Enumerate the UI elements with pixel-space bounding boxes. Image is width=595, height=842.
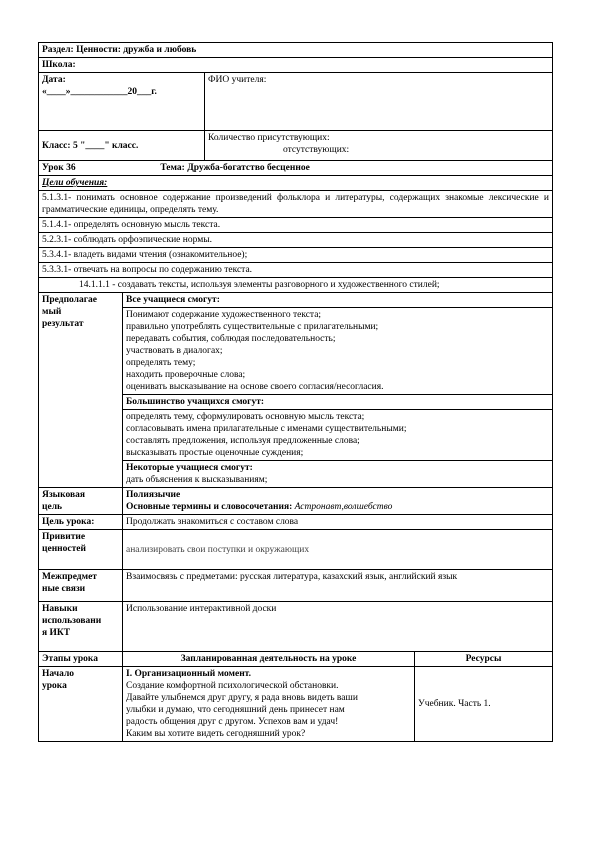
- class-row: [39, 131, 553, 161]
- lesson-start-row: [39, 667, 553, 742]
- values-label: [39, 530, 123, 570]
- most-students-title: Большинство учащихся смогут:: [123, 395, 552, 410]
- label-line: Языковая: [42, 490, 85, 500]
- label-line: ные связи: [42, 584, 86, 594]
- label-line: Навыки: [42, 604, 78, 614]
- lesson-start-activity: [123, 667, 415, 742]
- class-cell: [39, 131, 205, 161]
- lesson-number: Урок 36: [42, 163, 76, 173]
- some-students-block: [123, 461, 552, 488]
- lesson-topic: Тема: Дружба-богатство бесценное: [160, 163, 310, 173]
- activity-line: улыбки и думаю, что сегодняшний день принесет нам: [126, 705, 345, 715]
- lesson-topic-cell: [39, 161, 553, 176]
- ict-label: [39, 602, 123, 652]
- stages-header: Этапы урока: [39, 652, 123, 667]
- goal-item: 14.1.1.1 - создавать тексты, используя элементы разговорного и художественного стилей;: [39, 278, 553, 293]
- activity-line: Каким вы хотите видеть сегодняшний урок?: [126, 729, 306, 739]
- activity-line: Создание комфортной психологической обстановки.: [126, 681, 339, 691]
- list-item: участвовать в диалогах;: [126, 346, 223, 356]
- lesson-row: [39, 161, 553, 176]
- date-cell: [39, 73, 205, 131]
- result-inner-table: [123, 293, 552, 487]
- lesson-goal-value: Продолжать знакомиться с составом слова: [123, 515, 553, 530]
- values-content: анализировать свои поступки и окружающих: [123, 530, 553, 570]
- cross-subject-label: [39, 570, 123, 602]
- lesson-start-label: [39, 667, 123, 742]
- label-line: Предполагае: [42, 295, 98, 305]
- planned-activity-header: Запланированная деятельность на уроке: [123, 652, 415, 667]
- values-row: [39, 530, 553, 570]
- goal-row: [39, 263, 553, 278]
- language-goal-content: [123, 488, 553, 515]
- list-item: согласовывать имена прилагательные с именами существительными;: [126, 424, 407, 434]
- goal-item: 5.3.4.1- владеть видами чтения (ознакомительное);: [39, 248, 553, 263]
- list-item: дать объяснения к высказываниям;: [126, 475, 268, 485]
- most-students-list: [123, 410, 552, 461]
- section-title: Раздел: Ценности: дружба и любовь: [39, 43, 553, 58]
- language-goal-row: [39, 488, 553, 515]
- list-item: оценивать высказывание на основе своего согласия/несогласия.: [126, 382, 384, 392]
- lesson-start-resource: Учебник. Часть 1.: [415, 667, 553, 742]
- present-count-label: Количество присутствующих:: [208, 133, 330, 143]
- label-line: Межпредмет: [42, 572, 97, 582]
- resources-header: Ресурсы: [415, 652, 553, 667]
- expected-result-content: [123, 293, 553, 488]
- label-line: цель: [42, 502, 63, 512]
- terms-value: Астронавт,волшебство: [292, 502, 393, 512]
- lesson-plan: [38, 42, 552, 742]
- date-value: «____»____________20___г.: [42, 87, 157, 97]
- list-item: передавать события, соблюдая последовательность;: [126, 334, 336, 344]
- org-moment-title: I. Организационный момент.: [126, 669, 252, 679]
- expected-result-row: [39, 293, 553, 488]
- lesson-goal-row: [39, 515, 553, 530]
- goal-row: [39, 248, 553, 263]
- label-line: использовани: [42, 616, 102, 626]
- list-item: определять тему, сформулировать основную мысль текста;: [126, 412, 365, 422]
- date-label: Дата:: [42, 75, 66, 85]
- all-students-list: [123, 308, 552, 395]
- label-line: урока: [42, 681, 67, 691]
- cross-subject-row: [39, 570, 553, 602]
- ict-row: [39, 602, 553, 652]
- ict-content: Использование интерактивной доски: [123, 602, 553, 652]
- goals-title-row: [39, 176, 553, 191]
- goal-item: 5.3.3.1- отвечать на вопросы по содержанию текста.: [39, 263, 553, 278]
- activity-line: радость общения друг с другом. Успехов вам и удач!: [126, 717, 339, 727]
- label-line: мый: [42, 307, 62, 317]
- list-item: Понимают содержание художественного текста;: [126, 310, 322, 320]
- class-field: Класс: 5 "____" класс.: [42, 140, 139, 151]
- lesson-plan-table: [38, 42, 553, 742]
- expected-result-label: [39, 293, 123, 488]
- lesson-goal-label: Цель урока:: [39, 515, 123, 530]
- cross-subject-content: Взаимосвязь с предметами: русская литература, казахский язык, английский язык: [123, 570, 553, 602]
- terms-line: [126, 501, 549, 513]
- goal-row: [39, 218, 553, 233]
- teacher-name-field: ФИО учителя:: [205, 73, 553, 131]
- all-students-title: Все учащиеся смогут:: [123, 293, 552, 308]
- goal-row: [39, 233, 553, 248]
- list-item: высказывать простые оценочные суждения;: [126, 448, 304, 458]
- goal-row: [39, 191, 553, 218]
- label-line: результат: [42, 319, 84, 329]
- label-line: Начало: [42, 669, 75, 679]
- goal-row: [39, 278, 553, 293]
- school-field: Школа:: [39, 58, 553, 73]
- list-item: определять тему;: [126, 358, 196, 368]
- absent-count-label: отсутствующих:: [283, 145, 350, 155]
- school-row: [39, 58, 553, 73]
- goals-title: Цели обучения:: [39, 176, 553, 191]
- goal-item: 5.2.3.1- соблюдать орфоэпические нормы.: [39, 233, 553, 248]
- list-item: составлять предложения, используя предложенные слова;: [126, 436, 360, 446]
- list-item: правильно употреблять существительные с прилагательными;: [126, 322, 379, 332]
- date-row: [39, 73, 553, 131]
- language-goal-label: [39, 488, 123, 515]
- label-line: ценностей: [42, 544, 86, 554]
- some-students-title: Некоторые учащиеся смогут:: [126, 463, 253, 473]
- activity-line: Давайте улыбнемся друг другу, я рада вновь видеть ваши: [126, 693, 358, 703]
- terms-label: Основные термины и словосочетания:: [126, 502, 293, 512]
- polylingual-label: Полиязычие: [126, 490, 181, 500]
- label-line: Привитие: [42, 532, 86, 542]
- razdel-row: [39, 43, 553, 58]
- goal-item: 5.1.4.1- определять основную мысль текста.: [39, 218, 553, 233]
- label-line: я ИКТ: [42, 628, 71, 638]
- goal-item: 5.1.3.1- понимать основное содержание произведений фольклора и литературы, содержащих знакомые лексические и грамматические единицы, определять тему.: [39, 191, 553, 218]
- attendance-cell: [205, 131, 553, 161]
- list-item: находить проверочные слова;: [126, 370, 246, 380]
- stages-header-row: [39, 652, 553, 667]
